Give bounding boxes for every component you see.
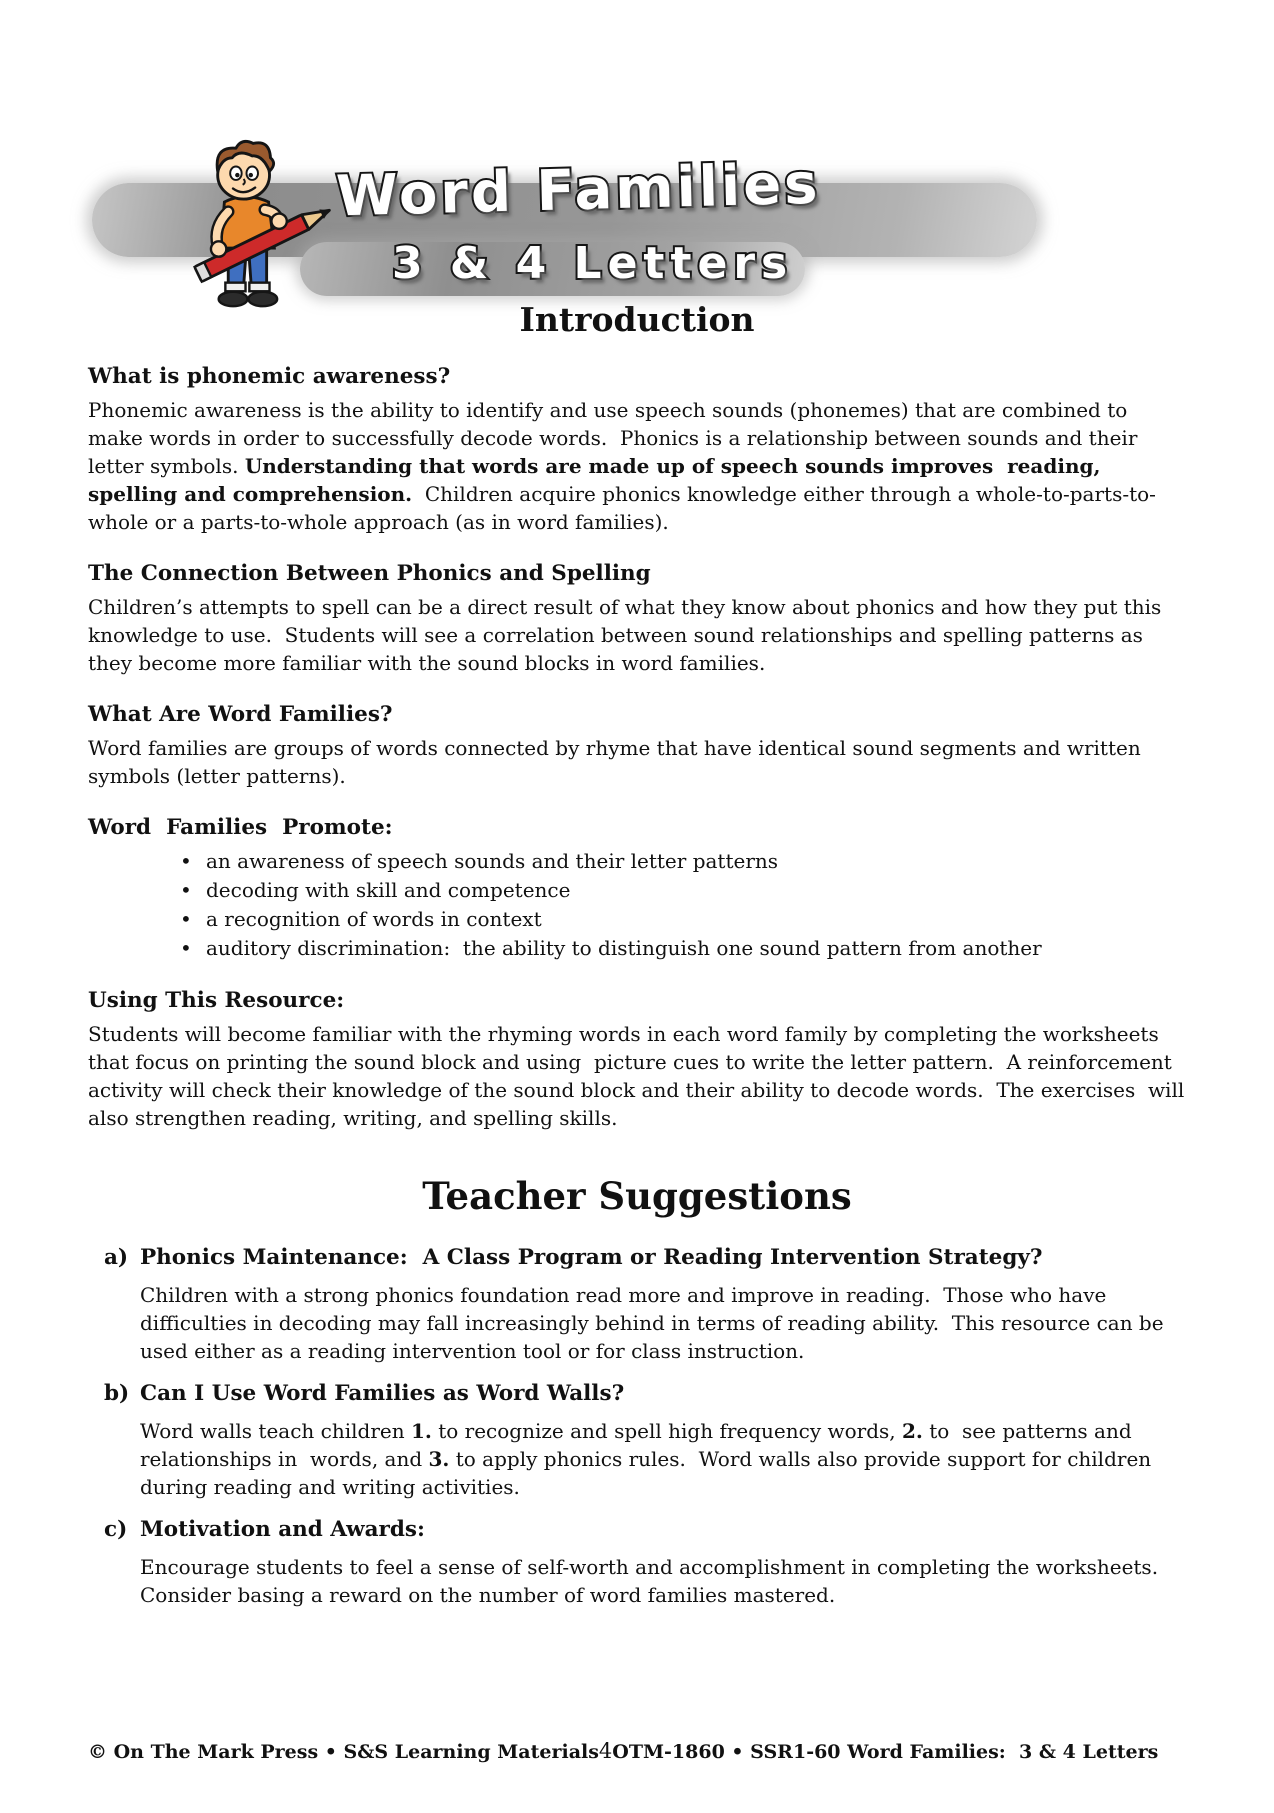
bullet-item [180, 847, 1186, 876]
section-phonemic-awareness [88, 364, 1186, 536]
teacher-suggestion-item-c [104, 1516, 1186, 1609]
bullet-icon: • [180, 849, 192, 873]
teacher-suggestion-head [104, 1380, 1186, 1408]
banner-title: Word Families [335, 151, 822, 230]
banner-subtitle: 3 & 4 Letters [392, 238, 794, 289]
paragraph-bold-number: 3. [428, 1447, 450, 1471]
item-heading: Can I Use Word Families as Word Walls? [140, 1381, 625, 1406]
paragraph-phonemic [88, 396, 1186, 536]
paragraph-text: to apply phonics rules. Word walls also provide support for children during reading and writing activities. [140, 1447, 1158, 1499]
boy-hand-right [271, 214, 286, 229]
document-code: OTM-1860 • SSR1-60 Word Families: 3 & 4 Letters [612, 1741, 1159, 1763]
item-heading: Phonics Maintenance: A Class Program or Reading Intervention Strategy? [140, 1245, 1043, 1270]
paragraph-text: Phonemic awareness is the ability to identify and use speech sounds (phonemes) that are combined to make words in order to successfully decode words. Phonics is a relationship between sounds and their letter symbols. [88, 398, 1144, 478]
item-letter-label: a) [104, 1245, 129, 1270]
paragraph-text: Word walls teach children [140, 1419, 411, 1443]
paragraph-text: to see patterns and relationships in words, and [140, 1419, 1138, 1471]
bullet-text: auditory discrimination: the ability to distinguish one sound pattern from another [206, 936, 1042, 960]
teacher-suggestion-head [104, 1244, 1186, 1272]
section-heading-connection: The Connection Between Phonics and Spelling [88, 561, 651, 586]
section-promote [88, 815, 1186, 963]
item-paragraph [140, 1417, 1186, 1501]
item-letter-label: b) [104, 1381, 130, 1406]
paragraph-word-families: Word families are groups of words connected by rhyme that have identical sound segments and written symbols (letter patterns). [88, 736, 1148, 788]
page-footer [88, 1739, 1159, 1763]
teacher-suggestion-item-b [104, 1380, 1186, 1501]
paragraph-text: to recognize and spell high frequency words, [431, 1419, 902, 1443]
item-heading: Motivation and Awards: [140, 1517, 425, 1542]
bullet-item [180, 876, 1186, 905]
teacher-suggestions-heading: Teacher Suggestions [422, 1174, 852, 1218]
copyright-text: © On The Mark Press • S&S Learning Materials [88, 1741, 599, 1763]
bullet-icon: • [180, 907, 192, 931]
teacher-suggestion-head [104, 1516, 1186, 1544]
bullet-text: a recognition of words in context [206, 907, 542, 931]
section-using-this-resource [88, 988, 1191, 1132]
paragraph-bold-text: Understanding that words are made up of speech sounds improves reading, spelling and comprehension. [88, 454, 1108, 506]
bullet-item [180, 934, 1186, 963]
bullet-text: an awareness of speech sounds and their letter patterns [206, 849, 779, 873]
section-heading-promote: Word Families Promote: [88, 815, 393, 840]
section-heading-phonemic: What is phonemic awareness? [88, 364, 451, 389]
section-heading-resource: Using This Resource: [88, 988, 345, 1013]
paragraph-bold-number: 1. [410, 1419, 432, 1443]
bullet-icon: • [180, 936, 192, 960]
boy-hand-left [211, 241, 226, 256]
introduction-heading: Introduction [519, 300, 755, 339]
item-paragraph: Encourage students to feel a sense of self-worth and accomplishment in completing the worksheets. Consider basing a reward on the number of word families mastered. [140, 1555, 1171, 1607]
item-paragraph: Children with a strong phonics foundation read more and improve in reading. Those who have difficulties in decoding may fall increasingly behind in terms of reading ability. This resource can be used either as a reading intervention tool or for class instruction. [140, 1283, 1170, 1363]
boy-head [217, 141, 274, 199]
item-letter-label: c) [104, 1517, 128, 1542]
paragraph-bold-number: 2. [902, 1419, 923, 1443]
paragraph-resource: Students will become familiar with the rhyming words in each word family by completing the worksheets that focus on printing the sound block and using picture cues to write the letter pattern. A reinforcement activity will check their knowledge of the sound block and their ability to decode words. The exercises will also strengthen reading, writing, and spelling skills. [88, 1022, 1191, 1130]
bullet-list [180, 847, 1186, 963]
bullet-text: decoding with skill and competence [206, 878, 571, 902]
page-number: 4 [598, 1739, 613, 1763]
paragraph-connection: Children’s attempts to spell can be a direct result of what they know about phonics and how they put this knowledge to use. Students will see a correlation between sound relationships and spelling patterns as they become more familiar with the sound blocks in word families. [88, 595, 1168, 675]
paragraph-text: Children acquire phonics knowledge either through a whole-to-parts-to-whole or a parts-to-whole approach (as in word families). [88, 482, 1156, 534]
section-heading-word-families: What Are Word Families? [88, 702, 393, 727]
boy-with-pencil-illustration [186, 134, 354, 318]
bullet-icon: • [180, 878, 192, 902]
section-what-are-word-families [88, 702, 1186, 790]
teacher-suggestion-item-a [104, 1244, 1186, 1365]
section-connection [88, 561, 1186, 677]
bullet-item [180, 905, 1186, 934]
